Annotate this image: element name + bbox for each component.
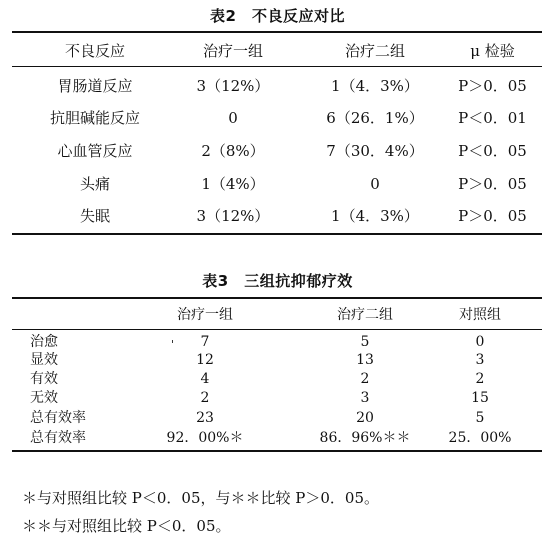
- table3-cell: 5: [475, 410, 485, 426]
- table2-top-rule: [12, 31, 542, 33]
- table3-cell: 治愈: [30, 334, 58, 350]
- table3-bottom-rule: [12, 450, 542, 452]
- table3-header-cell: 对照组: [459, 307, 501, 323]
- table2-cell: 6（26．1%）: [326, 109, 424, 127]
- table3-cell: 3: [360, 390, 370, 406]
- table2-cell: 头痛: [79, 175, 110, 193]
- table3-caption: 表3 三组抗抑郁疗效: [202, 272, 353, 290]
- table3-cell: 86．96%＊＊: [319, 430, 411, 446]
- table3-top-rule: [12, 297, 542, 299]
- table3-cell: 2: [360, 371, 370, 387]
- footnote: ＊与对照组比较 P＜0．05，与＊＊比较 P＞0．05。: [22, 489, 379, 507]
- table2-cell: 1（4．3%）: [331, 77, 419, 95]
- table2-cell: P＞0．05: [458, 207, 527, 225]
- table3-cell: 2: [475, 371, 485, 387]
- table2-cell: 3（12%）: [196, 77, 270, 95]
- table3-cell: 7: [200, 334, 210, 350]
- table3-cell: 5: [360, 334, 370, 350]
- table3-cell: 总有效率: [30, 410, 86, 426]
- table3-cell: 25．00%: [448, 430, 512, 446]
- table2-cell: P＜0．01: [458, 109, 527, 127]
- table2-header-rule: [12, 66, 542, 67]
- table3-cell: 92．00%＊: [166, 430, 244, 446]
- table2-header-cell: 治疗一组: [202, 42, 263, 60]
- table3-header-rule: [12, 329, 542, 330]
- table2-cell: 心血管反应: [57, 142, 133, 160]
- table2-cell: 1（4%）: [201, 175, 265, 193]
- table3-cell: 有效: [30, 371, 58, 387]
- table3-cell: 2: [200, 390, 210, 406]
- table2-cell: 3（12%）: [196, 207, 270, 225]
- table3-cell: 4: [200, 371, 210, 387]
- table2-cell: 1（4．3%）: [331, 207, 419, 225]
- footnote: ＊＊与对照组比较 P＜0．05。: [22, 517, 231, 535]
- table3-cell: 23: [196, 410, 214, 426]
- table3-cell: 0: [475, 334, 485, 350]
- table3-cell: 20: [356, 410, 374, 426]
- table2-header-cell: μ 检验: [470, 42, 515, 60]
- table2-cell: P＞0．05: [458, 175, 527, 193]
- stray-mark: ': [171, 338, 175, 351]
- table2-caption: 表2 不良反应对比: [210, 7, 345, 25]
- table3-cell: 13: [356, 352, 374, 368]
- table3-cell: 显效: [30, 352, 58, 368]
- table2-header-cell: 治疗二组: [344, 42, 405, 60]
- table3-cell: 12: [196, 352, 214, 368]
- table2-cell: 2（8%）: [201, 142, 265, 160]
- table2-cell: P＜0．05: [458, 142, 527, 160]
- table3-cell: 总有效率: [30, 430, 86, 446]
- table3-header-cell: 治疗一组: [177, 307, 233, 323]
- table3-header-cell: 治疗二组: [337, 307, 393, 323]
- table2-cell: 抗胆碱能反应: [49, 109, 140, 127]
- table2-cell: 失眠: [79, 207, 110, 225]
- table3-cell: 3: [475, 352, 485, 368]
- table2-cell: 胃肠道反应: [57, 77, 133, 95]
- table2-cell: 0: [228, 109, 238, 127]
- table2-bottom-rule: [12, 233, 542, 235]
- table2-cell: 0: [370, 175, 380, 193]
- table2-cell: P＞0．05: [458, 77, 527, 95]
- table2-header-cell: 不良反应: [64, 42, 125, 60]
- table3-cell: 15: [471, 390, 489, 406]
- table3-cell: 无效: [30, 390, 58, 406]
- table2-cell: 7（30．4%）: [326, 142, 424, 160]
